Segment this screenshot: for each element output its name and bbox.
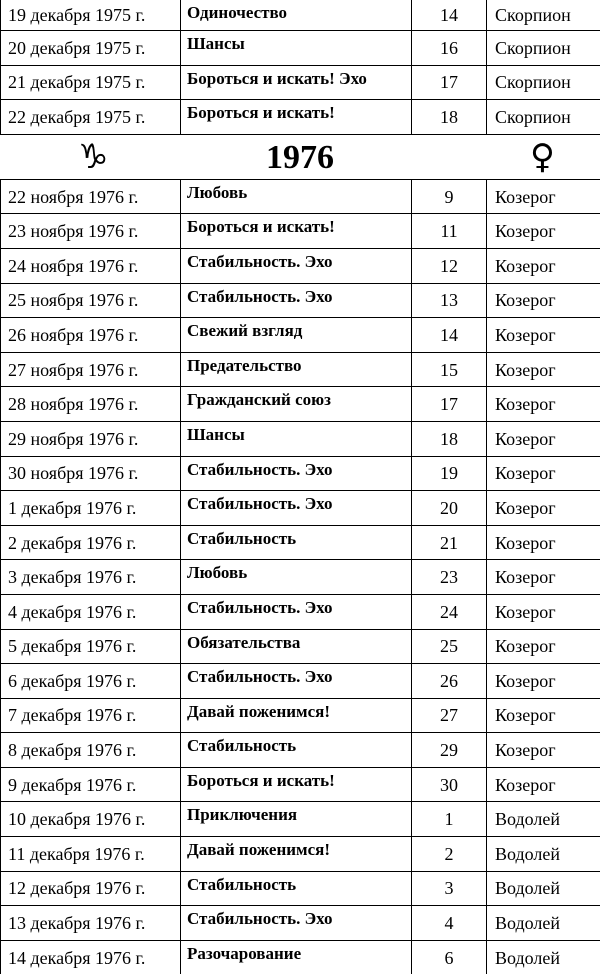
number-cell: 15	[412, 352, 487, 387]
number-cell: 20	[412, 491, 487, 526]
title-cell: Давай поженимся!	[181, 698, 412, 733]
number-cell: 11	[412, 214, 487, 249]
number-cell: 14	[412, 318, 487, 353]
table-row	[1, 65, 600, 100]
capricorn-symbol-icon: ♑	[78, 137, 108, 177]
table-row	[1, 352, 600, 387]
title-cell: Одиночество	[181, 0, 412, 31]
title-cell: Стабильность. Эхо	[181, 456, 412, 491]
sign-cell: Козерог	[487, 318, 600, 353]
sign-cell: Козерог	[487, 214, 600, 249]
table-row	[1, 906, 600, 941]
date-cell: 9 декабря 1976 г.	[1, 767, 181, 802]
number-cell: 19	[412, 456, 487, 491]
table-row	[1, 940, 600, 974]
sign-cell: Скорпион	[487, 0, 600, 31]
table-row	[1, 594, 600, 629]
table-1975	[0, 0, 600, 135]
title-cell: Бороться и искать!	[181, 100, 412, 135]
title-cell: Гражданский союз	[181, 387, 412, 422]
table-row	[1, 525, 600, 560]
date-cell: 12 декабря 1976 г.	[1, 871, 181, 906]
venus-symbol-icon: ♀	[530, 137, 555, 177]
table-row	[1, 802, 600, 837]
table-row	[1, 421, 600, 456]
date-cell: 1 декабря 1976 г.	[1, 491, 181, 526]
number-cell: 25	[412, 629, 487, 664]
number-cell: 30	[412, 767, 487, 802]
date-cell: 29 ноября 1976 г.	[1, 421, 181, 456]
sign-cell: Козерог	[487, 629, 600, 664]
date-cell: 26 ноября 1976 г.	[1, 318, 181, 353]
title-cell: Бороться и искать! Эхо	[181, 65, 412, 100]
title-cell: Стабильность. Эхо	[181, 594, 412, 629]
sign-cell: Водолей	[487, 906, 600, 941]
number-cell: 14	[412, 0, 487, 31]
title-cell: Стабильность. Эхо	[181, 248, 412, 283]
date-cell: 8 декабря 1976 г.	[1, 733, 181, 768]
number-cell: 17	[412, 387, 487, 422]
number-cell: 13	[412, 283, 487, 318]
date-cell: 22 ноября 1976 г.	[1, 179, 181, 214]
number-cell: 24	[412, 594, 487, 629]
date-cell: 11 декабря 1976 г.	[1, 837, 181, 872]
table-row	[1, 283, 600, 318]
sign-cell: Козерог	[487, 283, 600, 318]
date-cell: 13 декабря 1976 г.	[1, 906, 181, 941]
title-cell: Предательство	[181, 352, 412, 387]
table-row	[1, 491, 600, 526]
number-cell: 18	[412, 100, 487, 135]
sign-cell: Козерог	[487, 767, 600, 802]
sign-cell: Козерог	[487, 179, 600, 214]
title-cell: Шансы	[181, 421, 412, 456]
number-cell: 12	[412, 248, 487, 283]
date-cell: 22 декабря 1975 г.	[1, 100, 181, 135]
sign-cell: Козерог	[487, 456, 600, 491]
number-cell: 18	[412, 421, 487, 456]
table-row	[1, 664, 600, 699]
title-cell: Стабильность. Эхо	[181, 283, 412, 318]
title-cell: Разочарование	[181, 940, 412, 974]
number-cell: 16	[412, 31, 487, 66]
date-cell: 14 декабря 1976 г.	[1, 940, 181, 974]
date-cell: 4 декабря 1976 г.	[1, 594, 181, 629]
sign-cell: Скорпион	[487, 65, 600, 100]
table-row	[1, 387, 600, 422]
sign-cell: Козерог	[487, 491, 600, 526]
number-cell: 27	[412, 698, 487, 733]
title-cell: Любовь	[181, 560, 412, 595]
table-row	[1, 248, 600, 283]
date-cell: 19 декабря 1975 г.	[1, 0, 181, 31]
date-cell: 24 ноября 1976 г.	[1, 248, 181, 283]
table-row	[1, 214, 600, 249]
number-cell: 9	[412, 179, 487, 214]
date-cell: 5 декабря 1976 г.	[1, 629, 181, 664]
sign-cell: Козерог	[487, 664, 600, 699]
sign-cell: Водолей	[487, 940, 600, 974]
number-cell: 1	[412, 802, 487, 837]
number-cell: 4	[412, 906, 487, 941]
title-cell: Обязательства	[181, 629, 412, 664]
number-cell: 23	[412, 560, 487, 595]
table-row	[1, 871, 600, 906]
date-cell: 2 декабря 1976 г.	[1, 525, 181, 560]
title-cell: Приключения	[181, 802, 412, 837]
sign-cell: Водолей	[487, 871, 600, 906]
date-cell: 23 ноября 1976 г.	[1, 214, 181, 249]
title-cell: Любовь	[181, 179, 412, 214]
date-cell: 21 декабря 1975 г.	[1, 65, 181, 100]
table-row	[1, 560, 600, 595]
title-cell: Стабильность. Эхо	[181, 491, 412, 526]
sign-cell: Козерог	[487, 525, 600, 560]
date-cell: 10 декабря 1976 г.	[1, 802, 181, 837]
table-row	[1, 318, 600, 353]
date-cell: 20 декабря 1975 г.	[1, 31, 181, 66]
number-cell: 29	[412, 733, 487, 768]
sign-cell: Скорпион	[487, 100, 600, 135]
date-cell: 27 ноября 1976 г.	[1, 352, 181, 387]
date-cell: 7 декабря 1976 г.	[1, 698, 181, 733]
date-cell: 3 декабря 1976 г.	[1, 560, 181, 595]
title-cell: Стабильность. Эхо	[181, 906, 412, 941]
table-row	[1, 733, 600, 768]
year-header	[0, 135, 600, 179]
title-cell: Стабильность	[181, 871, 412, 906]
title-cell: Стабильность	[181, 733, 412, 768]
number-cell: 21	[412, 525, 487, 560]
number-cell: 2	[412, 837, 487, 872]
table-1976	[0, 179, 600, 974]
sign-cell: Козерог	[487, 387, 600, 422]
number-cell: 6	[412, 940, 487, 974]
table-row	[1, 0, 600, 31]
sign-cell: Козерог	[487, 352, 600, 387]
sign-cell: Козерог	[487, 594, 600, 629]
title-cell: Стабильность	[181, 525, 412, 560]
sign-cell: Водолей	[487, 837, 600, 872]
table-row	[1, 767, 600, 802]
title-cell: Бороться и искать!	[181, 767, 412, 802]
number-cell: 17	[412, 65, 487, 100]
date-cell: 30 ноября 1976 г.	[1, 456, 181, 491]
date-cell: 28 ноября 1976 г.	[1, 387, 181, 422]
sign-cell: Козерог	[487, 733, 600, 768]
number-cell: 3	[412, 871, 487, 906]
sign-cell: Козерог	[487, 698, 600, 733]
table-row	[1, 837, 600, 872]
title-cell: Свежий взгляд	[181, 318, 412, 353]
sign-cell: Козерог	[487, 421, 600, 456]
title-cell: Бороться и искать!	[181, 214, 412, 249]
title-cell: Давай поженимся!	[181, 837, 412, 872]
title-cell: Шансы	[181, 31, 412, 66]
table-row	[1, 698, 600, 733]
table-row	[1, 100, 600, 135]
table-row	[1, 456, 600, 491]
title-cell: Стабильность. Эхо	[181, 664, 412, 699]
date-cell: 25 ноября 1976 г.	[1, 283, 181, 318]
sign-cell: Скорпион	[487, 31, 600, 66]
table-row	[1, 179, 600, 214]
sign-cell: Водолей	[487, 802, 600, 837]
table-row	[1, 31, 600, 66]
sign-cell: Козерог	[487, 248, 600, 283]
sign-cell: Козерог	[487, 560, 600, 595]
date-cell: 6 декабря 1976 г.	[1, 664, 181, 699]
year-heading: 1976	[0, 138, 600, 178]
number-cell: 26	[412, 664, 487, 699]
table-row	[1, 629, 600, 664]
